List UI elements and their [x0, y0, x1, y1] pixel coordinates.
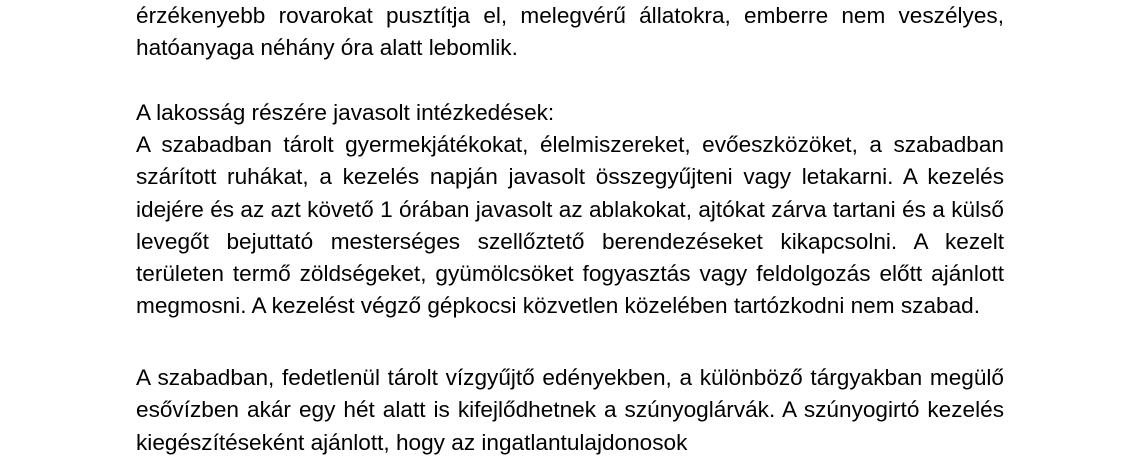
paragraph-standing-water [136, 362, 1004, 456]
heading-text: A lakosság részére javasolt intézkedések: [136, 100, 555, 125]
paragraph-insecticide-safety [136, 0, 1004, 65]
paragraph-text: érzékenyebb rovarokat pusztítja el, melegvérű állatokra, emberre nem veszélyes, hatóanyaga néhány óra alatt lebomlik. [136, 3, 1004, 61]
paragraph-text: A szabadban tárolt gyermekjátékokat, élelmiszereket, evőeszközöket, a szabadban szárított ruhákat, a kezelés napján javasolt összegyűjteni vagy letakarni. A kezelés idejére és az azt követő 1 órában javasolt az ablakokat, ajtókat zárva tartani és a külső levegőt bejuttató mesterséges szellőztető berendezéseket kikapcsolni. A kezelt területen termő zöldségeket, gyümölcsöket fogyasztás vagy feldolgozás előtt ajánlott megmosni. A kezelést végző gépkocsi közvetlen közelében tartózkodni nem szabad. [136, 132, 1004, 319]
paragraph-text: A szabadban, fedetlenül tárolt vízgyűjtő edényekben, a különböző tárgyakban megülő esővízben akár egy hét alatt is kifejlődhetnek a szúnyoglárvák. A szúnyogirtó kezelés kiegészítéseként ajánlott, hogy az ingatlantulajdonosok [136, 365, 1004, 455]
paragraph-recommended-measures [136, 129, 1004, 323]
heading-recommended-measures [136, 97, 1004, 129]
